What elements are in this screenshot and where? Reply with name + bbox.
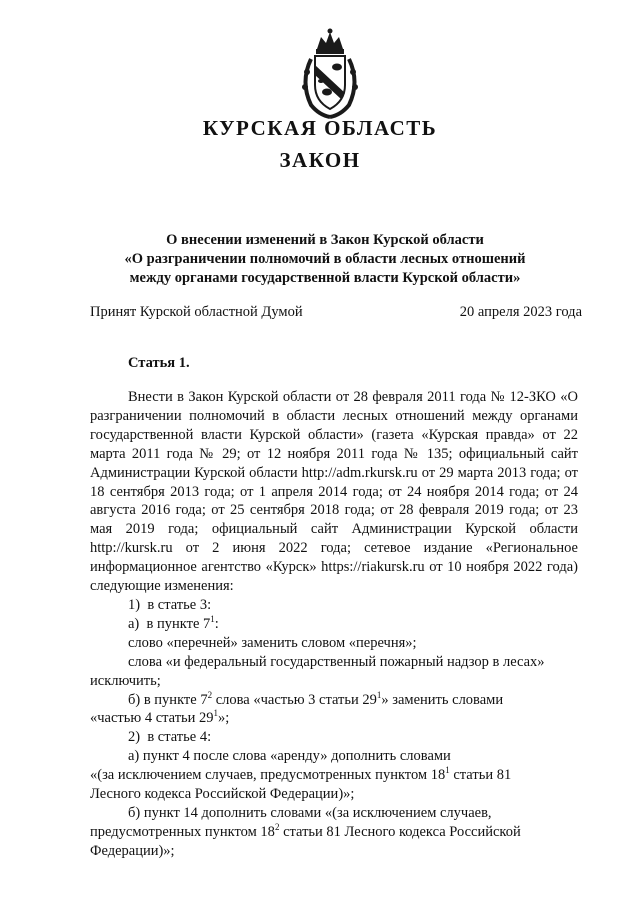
item-1: 1) в статье 3: — [128, 596, 212, 613]
item-2a — [90, 747, 578, 804]
item-1a — [90, 615, 578, 634]
item-1b-text: б) в пункте 7 — [128, 691, 208, 708]
document-type: ЗАКОН — [279, 148, 361, 172]
item-1b — [90, 691, 578, 729]
superscript: 1 — [376, 689, 382, 700]
exclude-words-verb: исключить; — [90, 672, 161, 689]
adoption-line — [90, 303, 582, 322]
superscript: 1 — [210, 613, 215, 624]
superscript: 2 — [274, 821, 280, 832]
item-1a-colon: : — [214, 615, 219, 632]
exclude-words-line — [90, 653, 578, 691]
item-2b-text: б) пункт 14 дополнить словами «(за исключением случаев, — [128, 804, 492, 821]
law-title-line: «О разграничении полномочий в области лесных отношений — [124, 251, 526, 267]
law-title-line: между органами государственной власти Курской области» — [129, 270, 521, 286]
item-2a-text: Лесного кодекса Российской Федерации)»; — [90, 786, 355, 803]
law-title — [100, 231, 550, 288]
item-1b-text: » заменить словами — [381, 691, 504, 708]
item-2b-text: Федерации)»; — [90, 842, 175, 859]
item-2a-text: «(за исключением случаев, предусмотренных пунктом 18 — [90, 767, 446, 784]
superscript: 1 — [445, 765, 450, 776]
replace-word-line: слово «перечней» заменить словом «перечня»; — [128, 634, 417, 651]
adoption-date: 20 апреля 2023 года — [459, 304, 582, 320]
article-body — [90, 388, 578, 861]
exclude-words-text: слова «и федеральный государственный пожарный надзор в лесах» — [128, 653, 545, 670]
law-title-line: О внесении изменений в Закон Курской области — [166, 232, 484, 248]
item-1b-text: «частью 4 статьи 29 — [90, 710, 214, 727]
item-2b-text: предусмотренных пунктом 18 — [90, 823, 275, 840]
coat-of-arms-icon — [297, 27, 363, 119]
item-2: 2) в статье 4: — [128, 729, 212, 746]
intro-paragraph: Внести в Закон Курской области от 28 февраля 2011 года № 12-ЗКО «О разграничении полномочий в области лесных отношений между органами государственной власти Курской области» (газета «Курская правда» от 22 марта 2011 года № 29; от 12 ноября 2011 года № 135; официальный сайт Администрации Курской области http://adm.rkursk.ru от 29 марта 2013 года; от 18 сентября 2013 года; от 1 апреля 2014 года; от 24 ноября 2014 года; от 24 августа 2016 года; от 25 сентября 2018 года; от 28 февраля 2019 года; от 23 мая 2019 года; официальный сайт Администрации Курской области http://kursk.ru от 2 июня 2022 года; сетевое издание «Региональное информационное агентство «Курск» https://riakursk.ru от 10 ноября 2022 года) следующие изменения: — [90, 389, 578, 595]
item-1b-text: »; — [218, 710, 230, 727]
superscript: 1 — [213, 708, 219, 719]
item-2a-text: статьи 81 — [449, 767, 512, 784]
item-2b-text: статьи 81 Лесного кодекса Российской — [279, 823, 521, 840]
superscript: 2 — [207, 689, 213, 700]
item-2a-text: а) пункт 4 после слова «аренду» дополнить словами — [128, 748, 451, 765]
region-name: КУРСКАЯ ОБЛАСТЬ — [202, 116, 438, 140]
item-2b — [90, 804, 578, 861]
item-1a-text: а) в пункте 7 — [128, 615, 211, 632]
item-1b-text: слова «частью 3 статьи 29 — [212, 691, 377, 708]
article-heading: Статья 1. — [128, 355, 190, 371]
adoption-body: Принят Курской областной Думой — [90, 304, 303, 320]
